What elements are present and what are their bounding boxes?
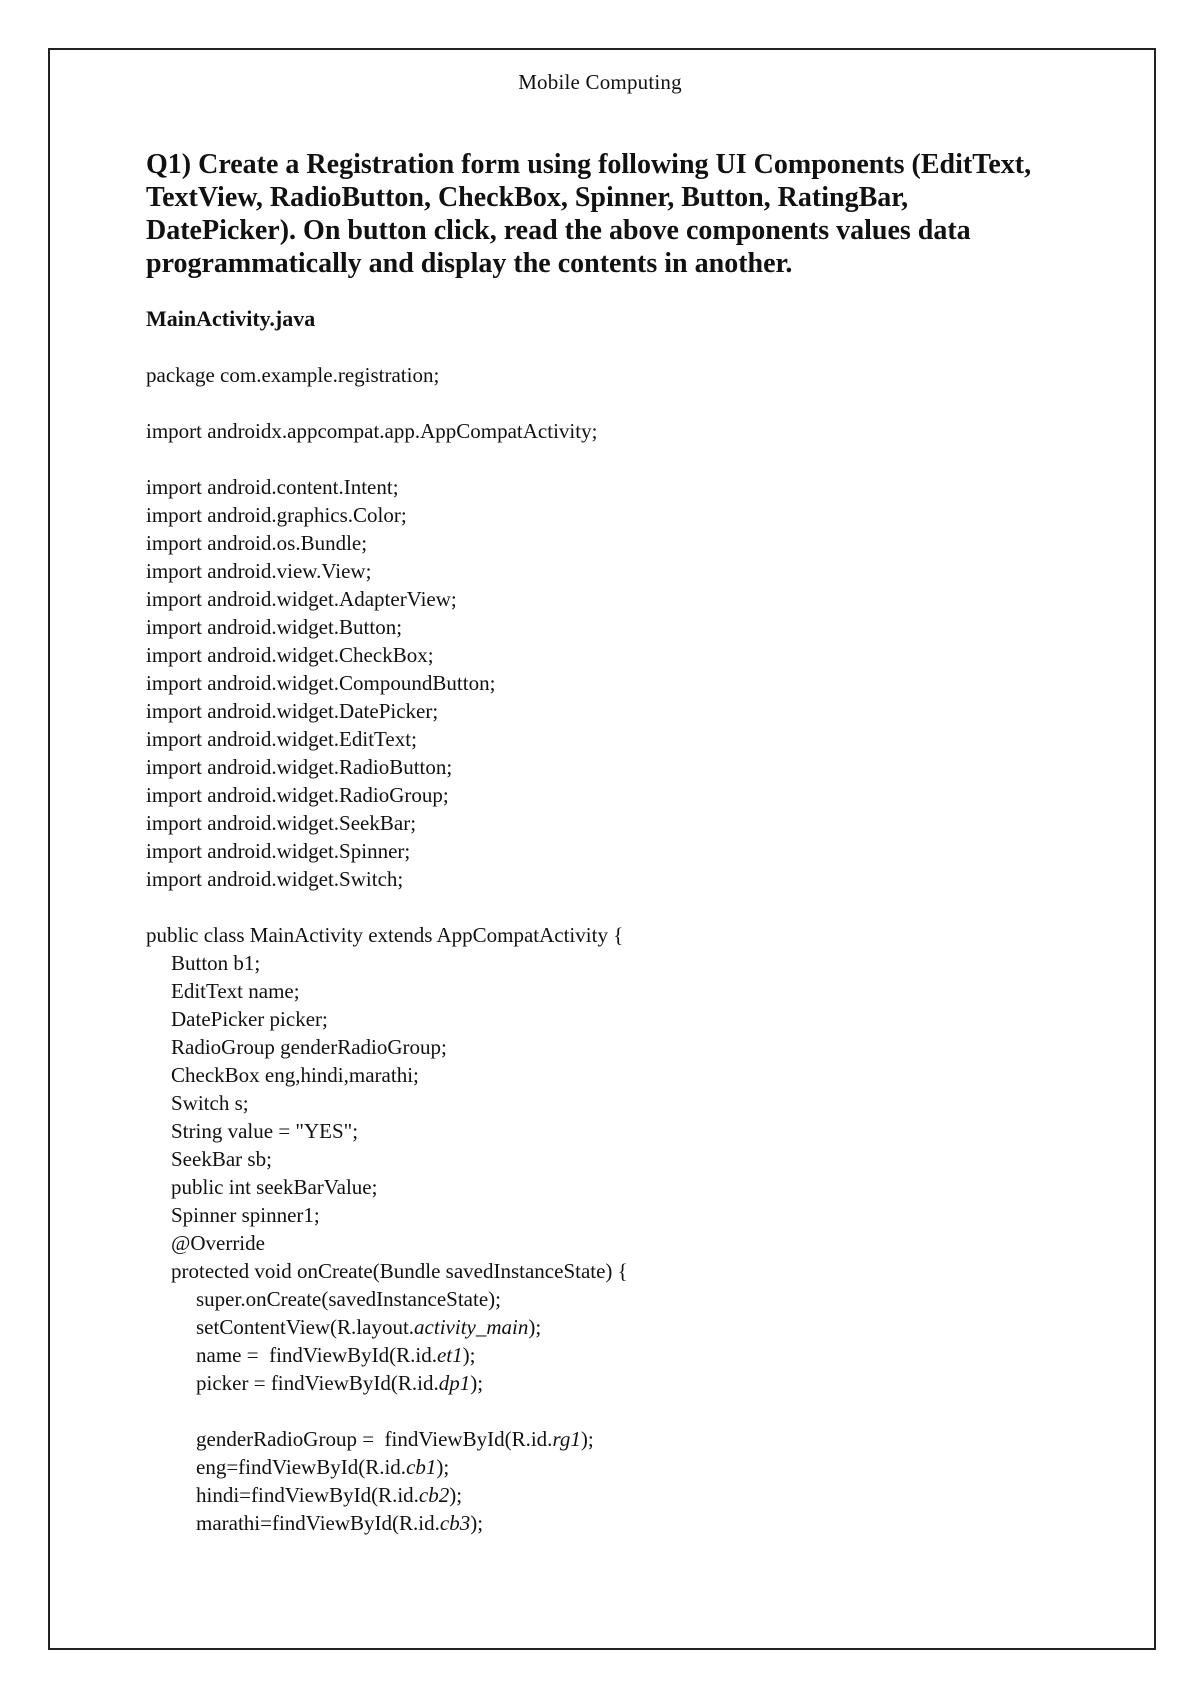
code-line: import android.widget.Switch;	[146, 867, 404, 891]
code-line: Button b1;	[171, 951, 261, 975]
code-line: Switch s;	[171, 1091, 249, 1115]
code-text: );	[470, 1371, 484, 1395]
question-heading	[146, 148, 1076, 280]
question-line: Q1) Create a Registration form using following UI Components (EditText,	[146, 149, 1032, 180]
code-line	[146, 1341, 1076, 1369]
code-line: import android.graphics.Color;	[146, 503, 407, 527]
code-line: DatePicker picker;	[171, 1007, 328, 1031]
code-line: protected void onCreate(Bundle savedInstanceState) {	[171, 1259, 628, 1283]
code-text: );	[528, 1315, 542, 1339]
code-line: CheckBox eng,hindi,marathi;	[171, 1063, 419, 1087]
code-line: import android.widget.Spinner;	[146, 839, 411, 863]
page-header: Mobile Computing	[518, 70, 682, 94]
code-line: import android.widget.SeekBar;	[146, 811, 417, 835]
code-blank-line	[146, 893, 1076, 921]
code-line: import androidx.appcompat.app.AppCompatActivity;	[146, 419, 598, 443]
code-line: String value = "YES";	[171, 1119, 359, 1143]
code-line: import android.widget.Button;	[146, 615, 403, 639]
code-text: );	[470, 1511, 484, 1535]
code-line: import android.widget.CompoundButton;	[146, 671, 496, 695]
code-line: import android.widget.RadioButton;	[146, 755, 453, 779]
code-block	[146, 361, 1076, 1537]
question-line: DatePicker). On button click, read the above components values data	[146, 215, 971, 246]
code-line	[146, 1509, 1076, 1537]
code-identifier: cb1	[406, 1455, 437, 1479]
code-line: public int seekBarValue;	[171, 1175, 378, 1199]
code-line: SeekBar sb;	[171, 1147, 272, 1171]
code-line: package com.example.registration;	[146, 363, 440, 387]
code-line: import android.widget.DatePicker;	[146, 699, 439, 723]
code-line: @Override	[171, 1231, 265, 1255]
code-blank-line	[146, 389, 1076, 417]
code-line: RadioGroup genderRadioGroup;	[171, 1035, 447, 1059]
code-line: import android.widget.RadioGroup;	[146, 783, 449, 807]
code-text: );	[449, 1483, 463, 1507]
code-line	[146, 1453, 1076, 1481]
code-line	[146, 1425, 1076, 1453]
code-line: public class MainActivity extends AppCompatActivity {	[146, 923, 624, 947]
code-text: setContentView(R.layout.	[196, 1315, 415, 1339]
code-text: marathi=findViewById(R.id.	[196, 1511, 440, 1535]
file-title: MainActivity.java	[146, 306, 316, 331]
code-line	[146, 1313, 1076, 1341]
code-text: hindi=findViewById(R.id.	[196, 1483, 419, 1507]
code-blank-line	[146, 445, 1076, 473]
question-line: programmatically and display the contents in another.	[146, 248, 793, 279]
code-line: import android.os.Bundle;	[146, 531, 368, 555]
code-text: );	[580, 1427, 594, 1451]
code-identifier: et1	[436, 1343, 463, 1367]
code-text: name = findViewById(R.id.	[196, 1343, 437, 1367]
code-line	[146, 1369, 1076, 1397]
code-identifier: rg1	[552, 1427, 581, 1451]
code-line: import android.view.View;	[146, 559, 372, 583]
code-text: genderRadioGroup = findViewById(R.id.	[196, 1427, 553, 1451]
code-identifier: dp1	[438, 1371, 471, 1395]
code-identifier: cb3	[439, 1511, 471, 1535]
code-text: picker = findViewById(R.id.	[196, 1371, 439, 1395]
code-line: import android.widget.AdapterView;	[146, 587, 457, 611]
code-line	[146, 1481, 1076, 1509]
code-text: eng=findViewById(R.id.	[196, 1455, 407, 1479]
code-text: );	[436, 1455, 450, 1479]
code-line: import android.widget.CheckBox;	[146, 643, 434, 667]
code-line: import android.widget.EditText;	[146, 727, 417, 751]
code-line: EditText name;	[171, 979, 300, 1003]
question-line: TextView, RadioButton, CheckBox, Spinner, Button, RatingBar,	[146, 182, 909, 213]
code-text: );	[462, 1343, 476, 1367]
code-identifier: activity_main	[414, 1315, 529, 1339]
code-blank-line	[146, 1397, 1076, 1425]
code-line: import android.content.Intent;	[146, 475, 399, 499]
code-identifier: cb2	[418, 1483, 450, 1507]
code-line: Spinner spinner1;	[171, 1203, 320, 1227]
code-line: super.onCreate(savedInstanceState);	[196, 1287, 501, 1311]
